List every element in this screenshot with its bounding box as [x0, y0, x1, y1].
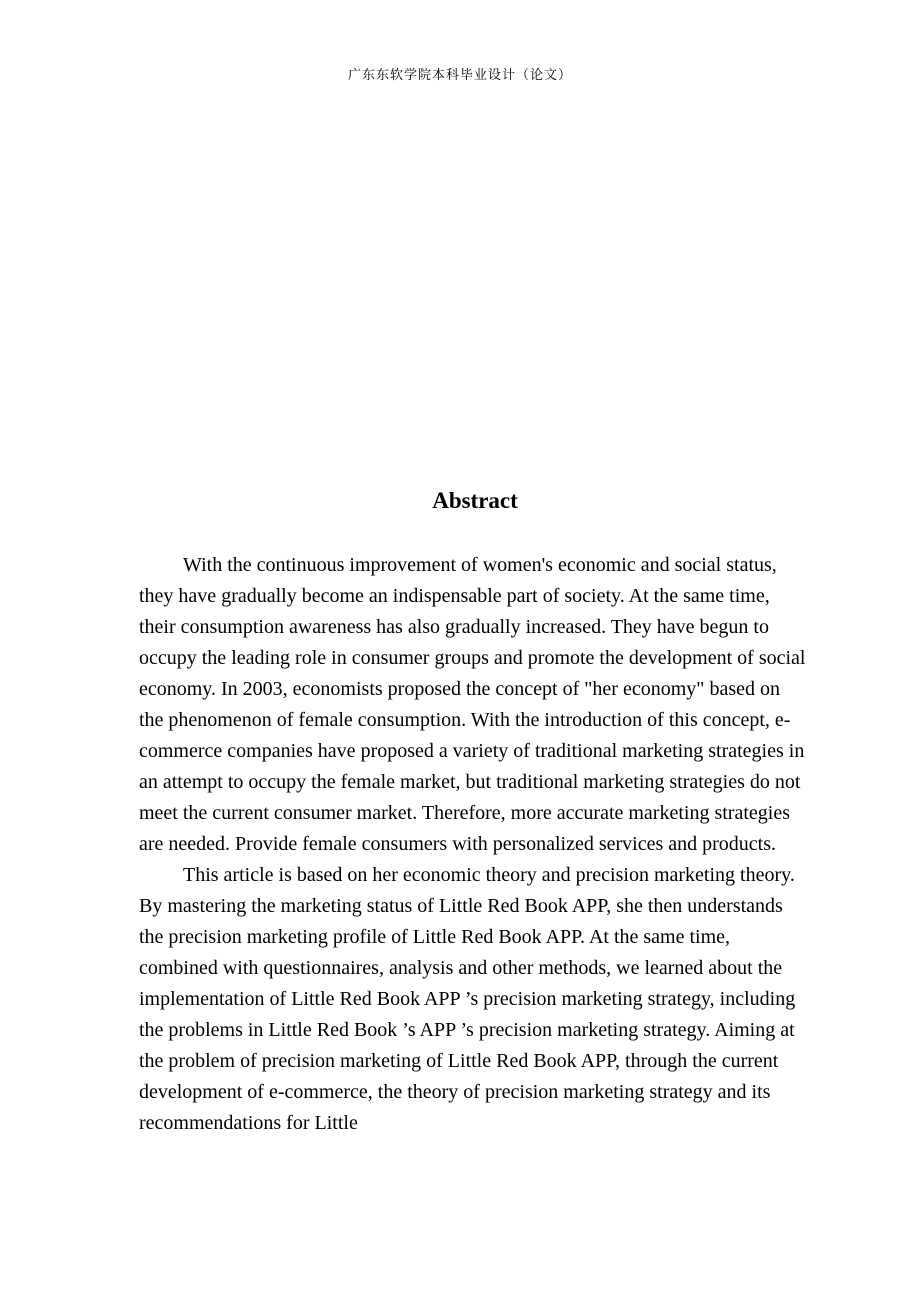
page-header: 广东东软学院本科毕业设计（论文） — [347, 68, 572, 83]
abstract-body — [139, 550, 809, 1139]
abstract-paragraph: This article is based on her economic theory and precision marketing theory. By mastering the marketing status of Little Red Book APP, she then understands the precision marketing profile of Little Red Book APP. At the same time, combined with questionnaires, analysis and other methods, we learned about the implementation of Little Red Book APP ’s precision marketing strategy, including the problems in Little Red Book ’s APP ’s precision marketing strategy. Aiming at the problem of precision marketing of Little Red Book APP, through the current development of e-commerce, the theory of precision marketing strategy and its recommendations for Little — [139, 864, 796, 1134]
abstract-paragraph: With the continuous improvement of women's economic and social status, they have gradually become an indispensable part of society. At the same time, their consumption awareness has also gradually increased. They have begun to occupy the leading role in consumer groups and promote the development of social economy. In 2003, economists proposed the concept of "her economy" based on the phenomenon of female consumption. With the introduction of this concept, e-commerce companies have proposed a variety of traditional marketing strategies in an attempt to occupy the female market, but traditional marketing strategies do not meet the current consumer market. Therefore, more accurate marketing strategies are needed. Provide female consumers with personalized services and products. — [139, 554, 806, 855]
abstract-title: Abstract — [432, 488, 518, 513]
